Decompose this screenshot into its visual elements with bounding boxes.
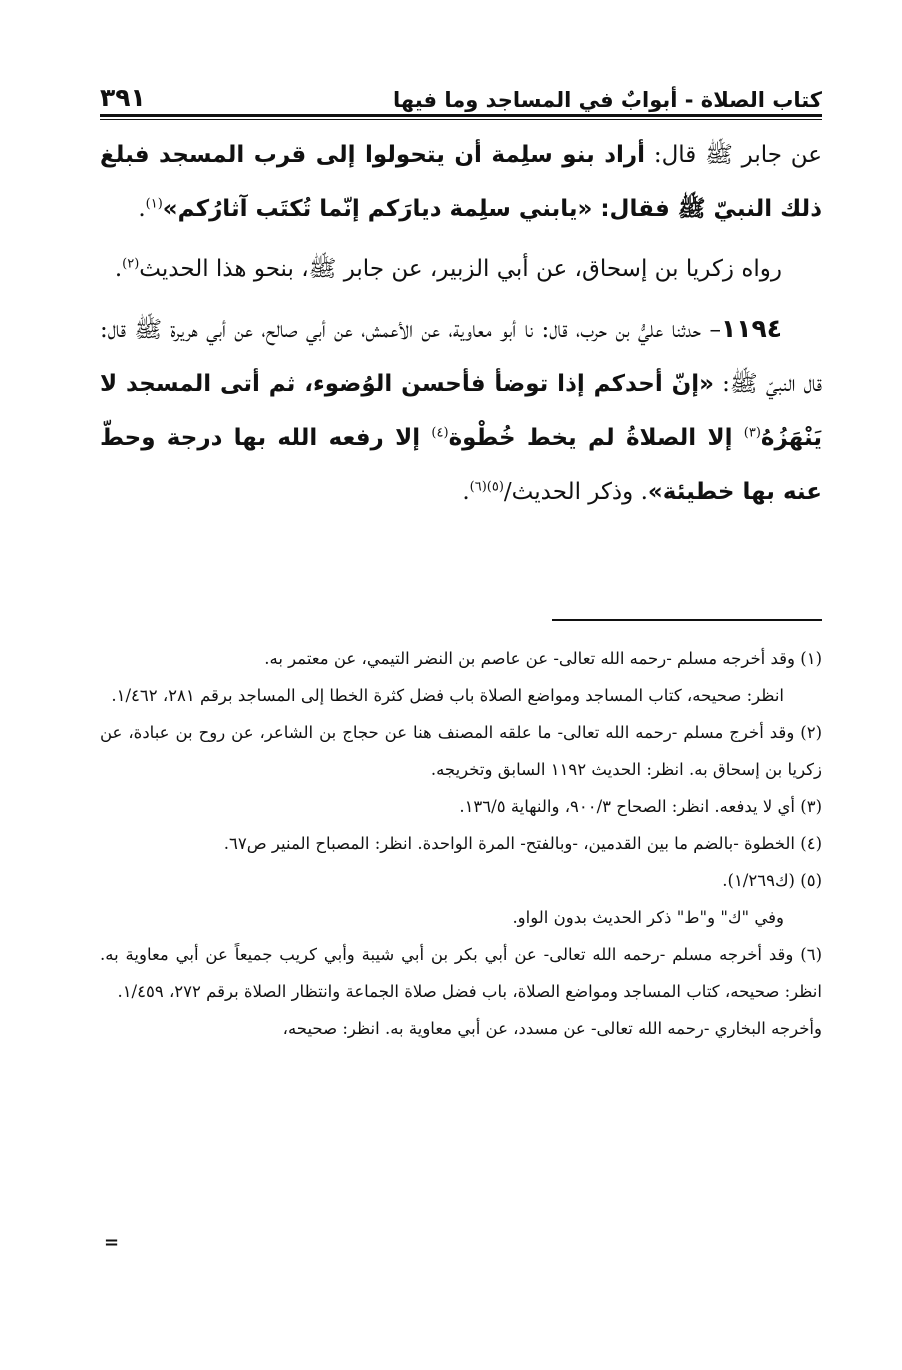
footnote-ref-3: (٣) (743, 425, 761, 441)
main-text (100, 128, 822, 525)
footnote-5: (٥) (ك١/٢٦٩). (722, 871, 822, 890)
hadith-number: ١١٩٤ (720, 314, 782, 343)
footnote-6: (٦) وقد أخرجه مسلم -رحمه الله تعالى- عن أبي بكر بن أبي شيبة وأبي كريب جميعاً عن أبي معاوية به. انظر: صحيحه، كتاب المساجد ومواضع الصلاة، باب فضل صلاة الجماعة وانتظار الصلاة برقم ٢٧٢، ١/٤٥٩. (100, 945, 822, 1001)
page-header (100, 72, 822, 112)
running-title: كتاب الصلاة - أبوابٌ في المساجد وما فيها (392, 88, 822, 112)
footnote-ref-4: (٤) (431, 425, 449, 441)
footnote-1-continued: انظر: صحيحه، كتاب المساجد ومواضع الصلاة باب فضل كثرة الخطا إلى المساجد برقم ٢٨١، ١/٤٦٢. (111, 686, 784, 705)
footnotes (100, 640, 822, 1047)
footnote-separator (552, 619, 822, 621)
footnote-ref-1: (١) (145, 196, 163, 212)
footnote-6-continued: وأخرجه البخاري -رحمه الله تعالى- عن مسدد، عن أبي معاوية به. انظر: صحيحه، (282, 1019, 822, 1038)
continuation-mark: = (104, 1232, 120, 1253)
footnote-ref-2: (٢) (122, 256, 140, 272)
hadith-paragraph-2: رواه زكريا بن إسحاق، عن أبي الزبير، عن جابر ﷺ، بنحو هذا الحديث$^{(٢)}$. (114, 256, 782, 282)
footnote-5-continued: وفي "ك" و"ط" ذكر الحديث بدون الواو. (512, 908, 784, 927)
footnote-4: (٤) الخطوة -بالضم ما بين القدمين، -وبالفتح- المرة الواحدة. انظر: المصباح المنير ص٦٧. (223, 834, 822, 853)
hadith-paragraph-1: عن جابر ﷺ قال: أراد بنو سلِمة أن يتحولوا إلى قرب المسجد فبلغ ذلك النبيّ ﷺ فقال: «يابني سلِمة ديارَكم إنّما تُكتَب آثارُكم»$^{(١)}$. (100, 142, 822, 222)
footnote-3: (٣) أي لا يدفعه. انظر: الصحاح ٩٠٠/٣، والنهاية ١٣٦/٥. (459, 797, 822, 816)
hadith-paragraph-1194: ١١٩٤– حدثنا عليُّ بن حرب، قال: نا أبو معاوية، عن الأعمش، عن أبي صالح، عن أبي هريرة ﷺ قال: قال النبيّ ﷺ: «إنّ أحدكم إذا توضأ فأحسن الوُضوء، ثم أتى المسجد لا يَنْهَزُهُ$^{(٣)}$ إلا الصلاةُ لم يخط خُطْوة$^{(٤)}$ إلا رفعه الله بها درجة وحطّ عنه بها خطيئة». وذكر الحديث/$^{(٥)(٦)}$. (100, 314, 823, 505)
page-number: ٣٩١ (100, 83, 146, 112)
footnote-2: (٢) وقد أخرج مسلم -رحمه الله تعالى- ما علقه المصنف هنا عن حجاج بن الشاعر، عن روح بن عبادة، عن زكريا بن إسحاق به. انظر: الحديث ١١٩٢ السابق وتخريجه. (100, 723, 823, 779)
header-rule (100, 114, 822, 120)
footnote-1: (١) وقد أخرجه مسلم -رحمه الله تعالى- عن عاصم بن النضر التيمي، عن معتمر به. (264, 649, 822, 668)
footnote-ref-5-6: (٥)(٦) (469, 479, 504, 495)
